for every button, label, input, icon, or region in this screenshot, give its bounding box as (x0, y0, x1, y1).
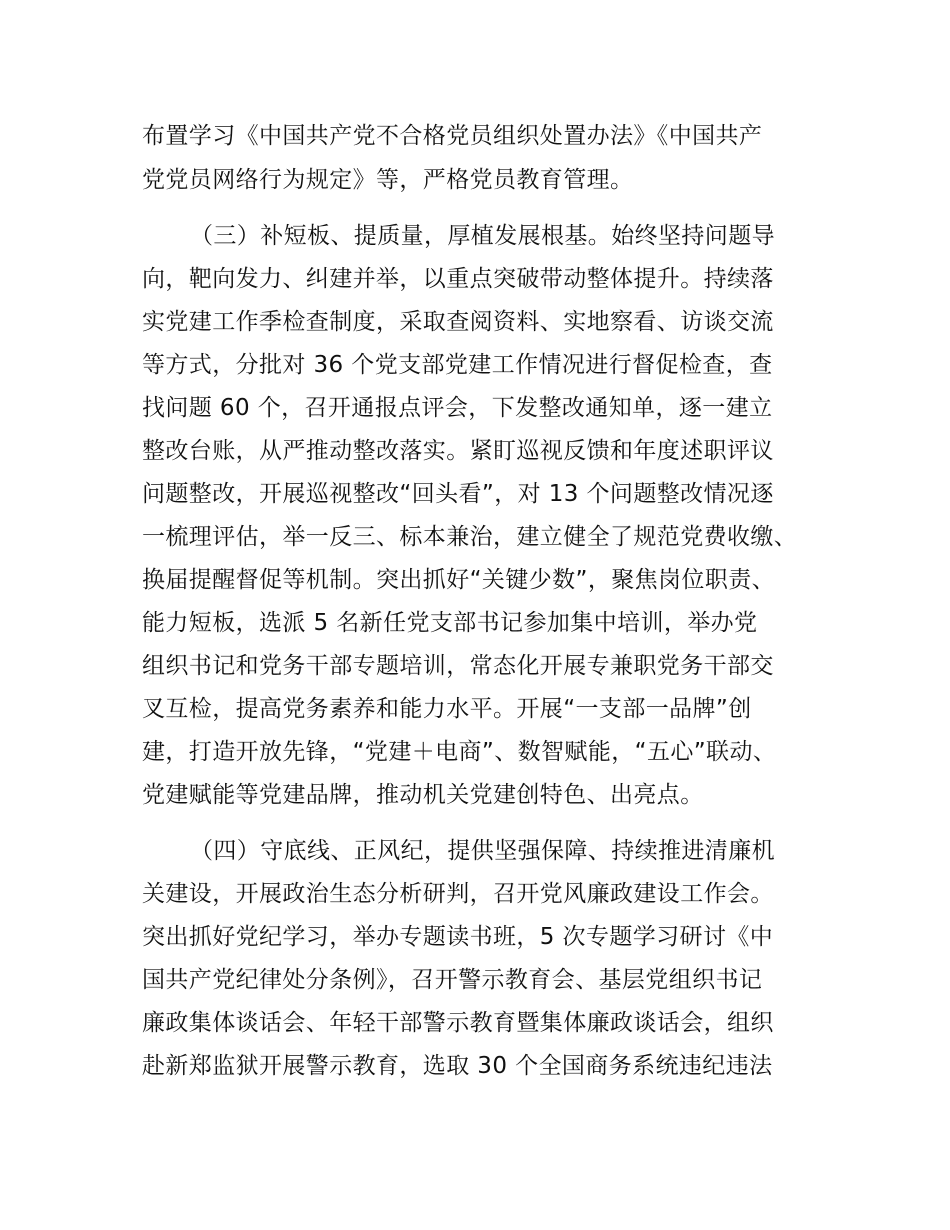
text-line: 组织书记和党务干部专题培训，常态化开展专兼职党务干部交 (142, 653, 774, 679)
text-line: 关建设，开展政治生态分析研判，召开党风廉政建设工作会。 (142, 881, 774, 907)
text-line: 换届提醒督促等机制。突出抓好“关键少数”，聚焦岗位职责、 (142, 567, 776, 593)
text-line: 布置学习《中国共产党不合格党员组织处置办法》《中国共产 (142, 123, 763, 149)
text-line-paragraph-start: （四）守底线、正风纪，提供坚强保障、持续推进清廉机 (190, 838, 775, 864)
text-line: 廉政集体谈话会、年轻干部警示教育暨集体廉政谈话会，组织 (142, 1010, 774, 1036)
text-line-paragraph-start: （三）补短板、提质量，厚植发展根基。始终坚持问题导 (190, 223, 775, 249)
text-line: 国共产党纪律处分条例》，召开警示教育会、基层党组织书记 (142, 967, 763, 993)
text-line: 突出抓好党纪学习，举办专题读书班，5 次专题学习研讨《中 (142, 924, 774, 950)
text-line: 赴新郑监狱开展警示教育，选取 30 个全国商务系统违纪违法 (142, 1053, 773, 1079)
text-line: 建，打造开放先锋，“党建＋电商”、数智赋能，“五心”联动、 (142, 739, 777, 765)
text-line: 问题整改，开展巡视整改“回头看”，对 13 个问题整改情况逐 (142, 481, 774, 507)
text-line: 整改台账，从严推动整改落实。紧盯巡视反馈和年度述职评议 (142, 438, 774, 464)
text-line: 等方式，分批对 36 个党支部党建工作情况进行督促检查，查 (142, 352, 773, 378)
text-line: 党党员网络行为规定》等，严格党员教育管理。 (142, 167, 634, 193)
text-line: 党建赋能等党建品牌，推动机关党建创特色、出亮点。 (142, 782, 704, 808)
text-line: 一梳理评估，举一反三、标本兼治，建立健全了规范党费收缴、 (142, 524, 798, 550)
text-line: 实党建工作季检查制度，采取查阅资料、实地察看、访谈交流 (142, 309, 774, 335)
text-line: 向，靶向发力、纠建并举，以重点突破带动整体提升。持续落 (142, 266, 774, 292)
text-line: 叉互检，提高党务素养和能力水平。开展“一支部一品牌”创 (142, 696, 752, 722)
text-line: 找问题 60 个，召开通报点评会，下发整改通知单，逐一建立 (142, 395, 773, 421)
text-line: 能力短板，选派 5 名新任党支部书记参加集中培训，举办党 (142, 610, 758, 636)
